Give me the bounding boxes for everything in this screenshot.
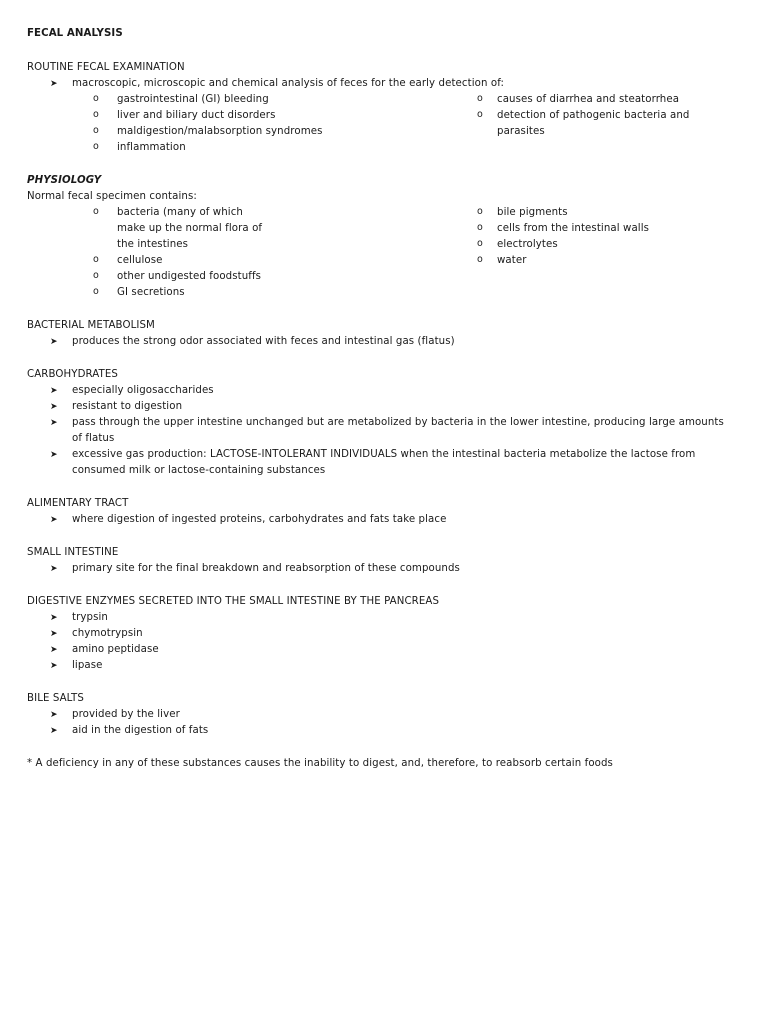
arrow-item: ➤ aid in the digestion of fats bbox=[27, 723, 727, 739]
arrow-item: ➤ provided by the liver bbox=[27, 707, 727, 723]
section-heading: DIGESTIVE ENZYMES SECRETED INTO THE SMALL INTESTINE BY THE PANCREAS bbox=[27, 596, 440, 607]
circle-item: o bile pigments bbox=[477, 205, 727, 221]
circle-item: o detection of pathogenic bacteria and parasites bbox=[477, 108, 727, 140]
circle-item: o causes of diarrhea and steatorrhea bbox=[477, 92, 727, 108]
circle-item: o cellulose bbox=[27, 253, 477, 269]
section-heading: BACTERIAL METABOLISM bbox=[27, 320, 155, 331]
arrow-item: ➤ especially oligosaccharides bbox=[27, 383, 727, 399]
section-heading: PHYSIOLOGY bbox=[27, 175, 102, 186]
section-digestive-enzymes bbox=[27, 594, 727, 674]
section-routine bbox=[27, 60, 727, 156]
section-heading: BILE SALTS bbox=[27, 693, 84, 704]
section-alimentary-tract bbox=[27, 496, 727, 528]
section-intro: Normal fecal specimen contains: bbox=[27, 191, 197, 202]
arrow-item: ➤ lipase bbox=[27, 658, 727, 674]
circle-item: o cells from the intestinal walls bbox=[477, 221, 727, 237]
circle-item: o other undigested foodstuffs bbox=[27, 269, 477, 285]
arrow-item: ➤ resistant to digestion bbox=[27, 399, 727, 415]
section-small-intestine bbox=[27, 545, 727, 577]
section-physiology bbox=[27, 173, 727, 301]
section-heading: CARBOHYDRATES bbox=[27, 369, 118, 380]
arrow-item: ➤ produces the strong odor associated with feces and intestinal gas (flatus) bbox=[27, 334, 727, 350]
arrow-item: ➤ where digestion of ingested proteins, carbohydrates and fats take place bbox=[27, 512, 727, 528]
section-bile-salts bbox=[27, 691, 727, 739]
circle-item: o inflammation bbox=[27, 140, 477, 156]
arrow-list bbox=[27, 76, 727, 92]
section-bacterial-metabolism bbox=[27, 318, 727, 350]
arrow-item: ➤ trypsin bbox=[27, 610, 727, 626]
arrow-item: ➤ excessive gas production: LACTOSE-INTOLERANT INDIVIDUALS when the intestinal bacteria metabolize the lactose from consumed milk or lactose-containing substances bbox=[27, 447, 727, 479]
two-column-list bbox=[27, 92, 727, 156]
section-heading: ROUTINE FECAL EXAMINATION bbox=[27, 62, 185, 73]
circle-item: o GI secretions bbox=[27, 285, 477, 301]
footnote: * A deficiency in any of these substances causes the inability to digest, and, therefore, to reabsorb certain foods bbox=[27, 758, 613, 769]
circle-item: o gastrointestinal (GI) bleeding bbox=[27, 92, 477, 108]
document-title: FECAL ANALYSIS bbox=[27, 28, 123, 39]
document-page bbox=[27, 26, 727, 772]
section-heading: SMALL INTESTINE bbox=[27, 547, 119, 558]
arrow-item: ➤ macroscopic, microscopic and chemical analysis of feces for the early detection of: bbox=[27, 76, 727, 92]
circle-item: o liver and biliary duct disorders bbox=[27, 108, 477, 124]
circle-item: o electrolytes bbox=[477, 237, 727, 253]
circle-item: o maldigestion/malabsorption syndromes bbox=[27, 124, 477, 140]
arrow-item: ➤ chymotrypsin bbox=[27, 626, 727, 642]
circle-item: o water bbox=[477, 253, 727, 269]
arrow-item: ➤ pass through the upper intestine unchanged but are metabolized by bacteria in the lower intestine, producing large amounts of flatus bbox=[27, 415, 727, 447]
circle-item: o bacteria (many of which make up the normal flora of the intestines bbox=[27, 205, 477, 253]
arrow-item: ➤ amino peptidase bbox=[27, 642, 727, 658]
arrow-item: ➤ primary site for the final breakdown and reabsorption of these compounds bbox=[27, 561, 727, 577]
two-column-list bbox=[27, 205, 727, 301]
section-heading: ALIMENTARY TRACT bbox=[27, 498, 129, 509]
section-carbohydrates bbox=[27, 367, 727, 479]
